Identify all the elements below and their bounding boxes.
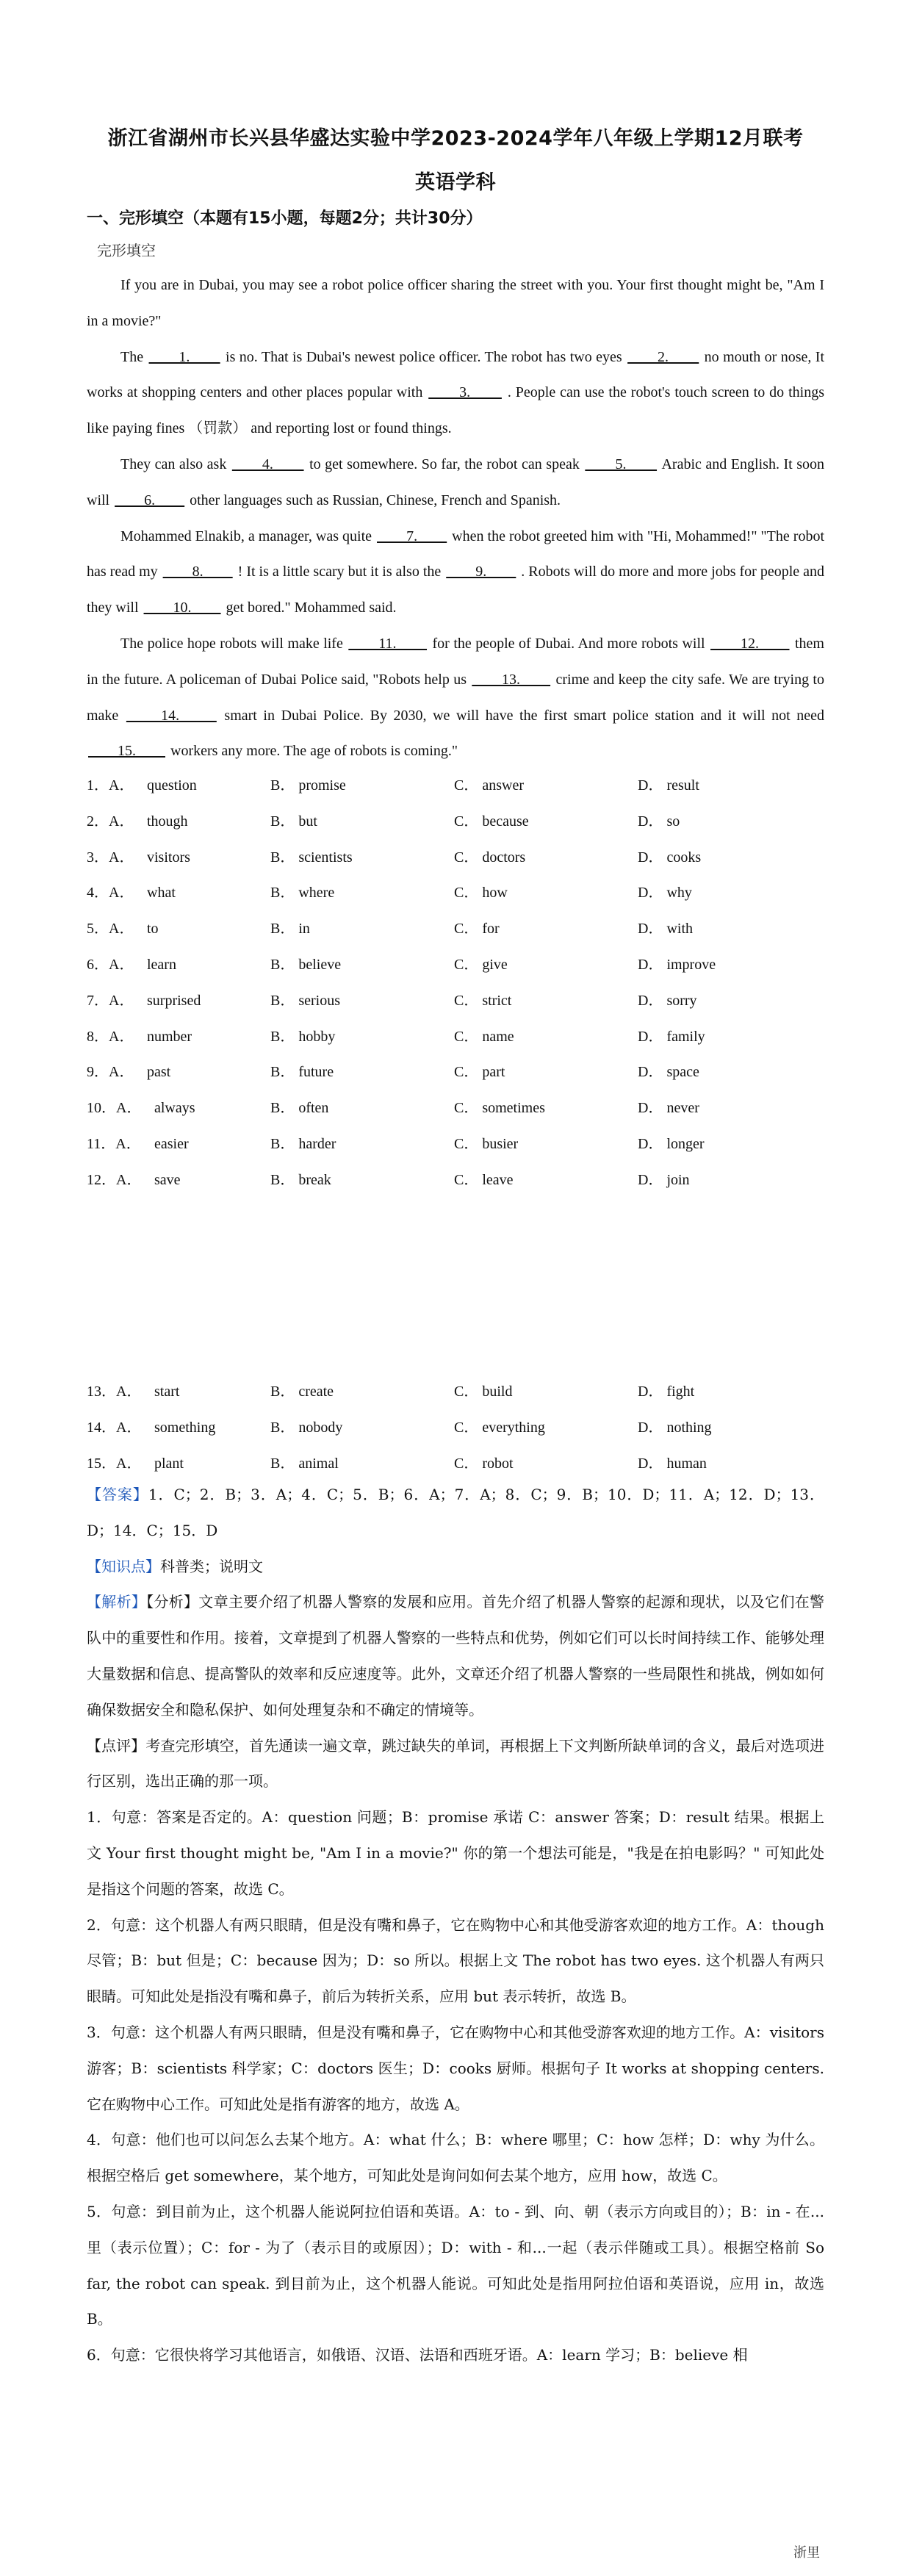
option-b: B． in <box>270 921 310 938</box>
passage-text: If you are in Dubai, you may see a robot police officer sharing the street with you. Your first thought might be, "Am I in a movie?" <box>87 277 824 329</box>
option-d: D． human <box>638 1455 707 1472</box>
option-d: D． so <box>638 813 680 830</box>
blank-5: ＿＿5.＿＿ <box>585 456 658 472</box>
options-list <box>87 768 824 1198</box>
explanation-item: 4．句意：他们也可以问怎么去某个地方。A：what 什么；B：where 哪里；C：how 怎样；D：why 为什么。根据空格后 get somewhere，某个地方，可知此处是询问如何去某个地方，应用 how，故选 C。 <box>87 2131 824 2185</box>
explanation-item: 5．句意：到目前为止，这个机器人能说阿拉伯语和英语。A：to - 到、向、朝（表示方向或目的）；B：in - 在...里（表示位置）；C：for - 为了（表示目的或原因）；D：with - 和...一起（表示伴随或工具）。根据空格前 So far, the robot can speak. 到目前为止，这个机器人能说。可知此处是指用阿拉伯语和英语说，应用 in，故选 B。 <box>87 2202 824 2328</box>
passage-paragraph <box>87 626 824 769</box>
blank-7: ＿＿7.＿＿ <box>377 528 447 544</box>
analysis-paragraph <box>87 1584 824 1727</box>
passage-paragraph <box>87 447 824 519</box>
option-a: number <box>147 1028 192 1045</box>
option-a: visitors <box>147 849 190 866</box>
option-d: D． never <box>638 1100 699 1117</box>
option-a: surprised <box>147 992 201 1009</box>
option-b: B． create <box>270 1384 334 1400</box>
option-d: D． longer <box>638 1135 705 1152</box>
option-number: 11．A． <box>87 1135 141 1152</box>
option-number: 3．A． <box>87 849 134 866</box>
blank-4: ＿＿4.＿＿ <box>231 456 304 472</box>
option-row <box>87 947 824 983</box>
passage-text: . Robots will do more and more jobs for people and they will <box>87 564 825 616</box>
option-d: D． nothing <box>638 1419 712 1436</box>
answer-tag: 【答案】 <box>87 1486 148 1503</box>
option-row <box>87 983 824 1019</box>
option-a: what <box>147 885 176 902</box>
passage-text: ! It is a little scary but it is also the <box>234 564 445 580</box>
blank-9: ＿＿9.＿＿ <box>446 564 516 580</box>
explanation-item: 3．句意：这个机器人有两只眼睛，但是没有嘴和鼻子，它在购物中心和其他受游客欢迎的地方工作。A：visitors 游客；B：scientists 科学家；C：doctors 医生；D：cooks 厨师。根据句子 It works at shopping centers. 它在购物中心工作。可知此处是指有游客的地方，故选 A。 <box>87 2023 824 2113</box>
passage-text: workers any more. The age of robots is coming." <box>167 743 458 760</box>
passage-text: Mohammed Elnakib, a manager, was quite <box>120 528 376 544</box>
passage-text: to get somewhere. So far, the robot can speak <box>305 456 584 472</box>
option-number: 15．A． <box>87 1455 142 1472</box>
question-type-label: 完形填空 <box>97 242 156 259</box>
passage-paragraph <box>87 267 824 339</box>
option-c: C． everything <box>454 1419 545 1436</box>
option-c: C． how <box>454 885 508 902</box>
option-number: 1．A． <box>87 777 134 794</box>
option-a: easier <box>154 1135 189 1152</box>
option-number: 7．A． <box>87 992 134 1009</box>
option-number: 2．A． <box>87 813 134 830</box>
option-number: 6．A． <box>87 956 134 973</box>
option-d: D． improve <box>638 956 716 973</box>
blank-12: ＿＿12.＿＿ <box>710 635 790 652</box>
option-c: C． busier <box>454 1135 519 1152</box>
explanation-item: 1．句意：答案是否定的。A：question 问题；B：promise 承诺 C：answer 答案；D：result 结果。根据上文 Your first thought might be, "Am I in a movie?" 你的第一个想法可能是，"我是在拍电影吗？" 可知此处是指这个问题的答案，故选 C。 <box>87 1808 824 1898</box>
option-a: something <box>154 1419 216 1436</box>
option-b: B． scientists <box>270 849 353 866</box>
option-b: B． but <box>270 813 317 830</box>
passage-text: crime and keep the city safe. We are trying to make <box>87 671 824 724</box>
option-row <box>87 1410 824 1446</box>
option-b: B． serious <box>270 992 340 1009</box>
passage-text: Arabic and English. It soon will <box>87 456 825 508</box>
knowledge-text: 科普类；说明文 <box>160 1557 263 1575</box>
option-number: 10．A． <box>87 1100 142 1117</box>
option-c: C． give <box>454 956 508 973</box>
blank-6: ＿＿6.＿＿ <box>115 492 185 508</box>
option-b: B． break <box>270 1171 331 1188</box>
option-d: D． family <box>638 1028 705 1045</box>
passage-text: other languages such as Russian, Chinese, French and Spanish. <box>186 492 561 508</box>
passage-text: The <box>120 348 148 365</box>
option-a: question <box>147 777 197 794</box>
passage-text: them in the future. A policeman of Dubai Police said, "Robots help us <box>87 635 824 688</box>
footer-text: 浙里 <box>793 2545 820 2561</box>
blank-14: ＿＿14.＿＿ <box>126 707 217 724</box>
blank-8: ＿＿8.＿＿ <box>162 564 233 580</box>
option-a: to <box>147 921 159 938</box>
document-title: 浙江省湖州市长兴县华盛达实验中学2023-2024学年八年级上学期12月联考 <box>107 127 804 150</box>
option-row <box>87 1019 824 1055</box>
option-a: learn <box>147 956 176 973</box>
answer-key: 1．C；2．B；3．A；4．C；5．B；6．A；7．A；8．C；9．B；10．D；11．A；12．D；13．D；14．C；15．D <box>87 1486 824 1539</box>
option-d: D． result <box>638 777 699 794</box>
blank-11: ＿＿11.＿＿ <box>348 635 428 652</box>
option-d: D． cooks <box>638 849 702 866</box>
option-c: C． robot <box>454 1455 514 1472</box>
option-a: always <box>154 1100 195 1117</box>
passage-text: smart in Dubai Police. By 2030, we will have the first smart police station and it will not need <box>217 707 824 724</box>
option-b: B． believe <box>270 956 342 973</box>
option-c: C． doctors <box>454 849 526 866</box>
option-d: D． why <box>638 885 692 902</box>
passage-text: The police hope robots will make life <box>120 635 348 652</box>
knowledge-line <box>87 1549 824 1585</box>
section-heading: 一、完形填空（本题有15小题，每题2分；共计30分） <box>87 209 483 228</box>
option-c: C． name <box>454 1028 514 1045</box>
option-row <box>87 1090 824 1126</box>
option-number: 5．A． <box>87 921 134 938</box>
passage-text: no mouth or nose, It works at shopping centers and other places popular with <box>87 348 825 401</box>
option-b: B． animal <box>270 1455 339 1472</box>
option-c: C． answer <box>454 777 524 794</box>
option-d: D． sorry <box>638 992 697 1009</box>
option-d: D． with <box>638 921 693 938</box>
passage-text: . People can use the robot's touch screen to do things like paying fines （罚款） and reporting lost or found things. <box>87 384 824 437</box>
answer-line <box>87 1477 824 1549</box>
option-b: B． future <box>270 1064 334 1081</box>
option-b: B． harder <box>270 1135 336 1152</box>
option-row <box>87 875 824 911</box>
subject-title: 英语学科 <box>415 171 496 194</box>
passage-text: when the robot greeted him with "Hi, Mohammed!" "The robot has read my <box>87 528 825 580</box>
blank-15: ＿＿15.＿＿ <box>88 743 165 760</box>
passage-paragraph <box>87 519 824 626</box>
option-row <box>87 1126 824 1162</box>
passage-text: They can also ask <box>120 456 231 472</box>
option-c: C． part <box>454 1064 505 1081</box>
option-b: B． nobody <box>270 1419 343 1436</box>
passage-text: get bored." Mohammed said. <box>222 600 397 616</box>
option-a: save <box>154 1171 181 1188</box>
option-b: B． hobby <box>270 1028 336 1045</box>
option-c: C． leave <box>454 1171 514 1188</box>
option-number: 8．A． <box>87 1028 134 1045</box>
option-row <box>87 1162 824 1198</box>
blank-3: ＿＿3.＿＿ <box>428 384 502 401</box>
blank-2: ＿＿2.＿＿ <box>627 348 699 365</box>
option-row <box>87 804 824 840</box>
answer-analysis <box>87 1477 824 2373</box>
analysis-tag: 【解析】 <box>87 1593 147 1611</box>
option-number: 13．A． <box>87 1384 142 1400</box>
passage-text: for the people of Dubai. And more robots will <box>428 635 710 652</box>
option-c: C． build <box>454 1384 513 1400</box>
options-list-continued <box>87 1374 824 1481</box>
explanation-item: 2．句意：这个机器人有两只眼睛，但是没有嘴和鼻子，它在购物中心和其他受游客欢迎的地方工作。A：though 尽管；B：but 但是；C：because 因为；D：so 所以。根据上文 The robot has two eyes. 这个机器人有两只眼睛。可知此处是指没有嘴和鼻子，前后为转折关系，应用 but 表示转折，故选 B。 <box>87 1915 824 2006</box>
blank-13: ＿＿13.＿＿ <box>472 671 551 688</box>
option-d: D． join <box>638 1171 690 1188</box>
comment-paragraph: 【点评】考查完形填空，首先通读一遍文章，跳过缺失的单词，再根据上下文判断所缺单词的含义，最后对选项进行区别，选出正确的那一项。 <box>87 1736 824 1791</box>
analysis-text: 【分析】文章主要介绍了机器人警察的发展和应用。首先介绍了机器人警察的起源和现状，以及它们在警队中的重要性和作用。接着，文章提到了机器人警察的一些特点和优势，例如它们可以长时间持续工作、能够处理大量数据和信息、提高警队的效率和反应速度等。此外，文章还介绍了机器人警察的一些局限性和挑战，例如如何确保数据安全和隐私保护、如何处理复杂和不确定的情境等。 <box>87 1593 825 1719</box>
option-row <box>87 1054 824 1090</box>
option-d: D． fight <box>638 1384 695 1400</box>
blank-1: ＿＿1.＿＿ <box>148 348 220 365</box>
option-a: past <box>147 1064 171 1081</box>
option-a: start <box>154 1384 180 1400</box>
option-b: B． often <box>270 1100 329 1117</box>
passage-text: is no. That is Dubai's newest police officer. The robot has two eyes <box>221 348 627 365</box>
cloze-passage <box>87 267 824 769</box>
option-number: 12．A． <box>87 1171 142 1188</box>
option-b: B． where <box>270 885 335 902</box>
option-d: D． space <box>638 1064 699 1081</box>
passage-paragraph <box>87 339 824 447</box>
explanation-item: 6．句意：它很快将学习其他语言，如俄语、汉语、法语和西班牙语。A：learn 学习；B：believe 相 <box>87 2346 748 2364</box>
option-number: 4．A． <box>87 885 134 902</box>
option-row <box>87 1374 824 1410</box>
knowledge-tag: 【知识点】 <box>87 1557 160 1575</box>
option-row <box>87 840 824 876</box>
option-row <box>87 768 824 804</box>
option-b: B． promise <box>270 777 346 794</box>
blank-10: ＿＿10.＿＿ <box>143 600 221 616</box>
option-a: plant <box>154 1455 184 1472</box>
option-a: though <box>147 813 188 830</box>
option-c: C． because <box>454 813 529 830</box>
option-c: C． sometimes <box>454 1100 545 1117</box>
option-c: C． strict <box>454 992 512 1009</box>
option-number: 14．A． <box>87 1419 142 1436</box>
option-c: C． for <box>454 921 500 938</box>
explanations-list <box>87 1799 824 2373</box>
option-number: 9．A． <box>87 1064 134 1081</box>
option-row <box>87 911 824 947</box>
